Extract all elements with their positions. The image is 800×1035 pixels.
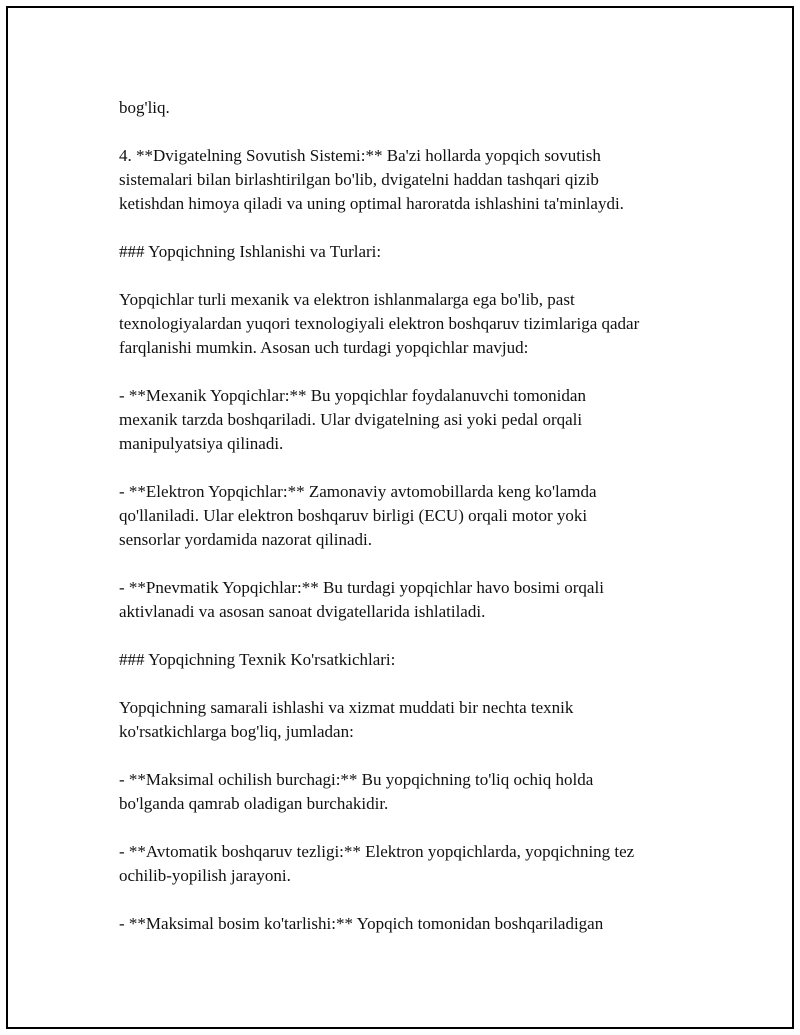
text-line: ### Yopqichning Ishlanishi va Turlari: — [119, 242, 382, 261]
paragraph-gap — [119, 816, 699, 840]
text-line: texnologiyalardan yuqori texnologiyali elektron boshqaruv tizimlariga qadar — [119, 314, 640, 333]
list-item — [119, 576, 699, 624]
text-line: - **Avtomatik boshqaruv tezligi:** Elektron yopqichlarda, yopqichning tez — [119, 842, 635, 861]
paragraph-gap — [119, 552, 699, 576]
document-body — [119, 96, 699, 936]
paragraph — [119, 288, 699, 360]
paragraph — [119, 696, 699, 744]
list-item — [119, 480, 699, 552]
paragraph-gap — [119, 264, 699, 288]
text-line: aktivlanadi va asosan sanoat dvigatellarida ishlatiladi. — [119, 602, 486, 621]
text-line: ### Yopqichning Texnik Ko'rsatkichlari: — [119, 650, 396, 669]
paragraph-gap — [119, 888, 699, 912]
section-heading — [119, 648, 699, 672]
paragraph-gap — [119, 120, 699, 144]
list-item — [119, 384, 699, 456]
text-line: qo'llaniladi. Ular elektron boshqaruv birligi (ECU) orqali motor yoki — [119, 506, 588, 525]
paragraph — [119, 144, 699, 216]
text-line: - **Maksimal bosim ko'tarlishi:** Yopqich tomonidan boshqariladigan — [119, 914, 604, 933]
text-line: - **Mexanik Yopqichlar:** Bu yopqichlar foydalanuvchi tomonidan — [119, 386, 586, 405]
text-line: sistemalari bilan birlashtirilgan bo'lib, dvigatelni haddan tashqari qizib — [119, 170, 599, 189]
text-line: ko'rsatkichlarga bog'liq, jumladan: — [119, 722, 354, 741]
document-page — [6, 6, 794, 1029]
paragraph — [119, 96, 699, 120]
text-line: bog'liq. — [119, 98, 170, 117]
text-line: 4. **Dvigatelning Sovutish Sistemi:** Ba'zi hollarda yopqich sovutish — [119, 146, 601, 165]
text-line: farqlanishi mumkin. Asosan uch turdagi yopqichlar mavjud: — [119, 338, 529, 357]
text-line: sensorlar yordamida nazorat qilinadi. — [119, 530, 373, 549]
text-line: Yopqichning samarali ishlashi va xizmat muddati bir nechta texnik — [119, 698, 574, 717]
paragraph-gap — [119, 744, 699, 768]
text-line: manipulyatsiya qilinadi. — [119, 434, 284, 453]
paragraph-gap — [119, 624, 699, 648]
list-item — [119, 768, 699, 816]
list-item — [119, 840, 699, 888]
paragraph-gap — [119, 360, 699, 384]
paragraph-gap — [119, 456, 699, 480]
text-line: - **Elektron Yopqichlar:** Zamonaviy avtomobillarda keng ko'lamda — [119, 482, 597, 501]
text-line: ochilib-yopilish jarayoni. — [119, 866, 291, 885]
text-line: ketishdan himoya qiladi va uning optimal haroratda ishlashini ta'minlaydi. — [119, 194, 624, 213]
text-line: - **Pnevmatik Yopqichlar:** Bu turdagi yopqichlar havo bosimi orqali — [119, 578, 604, 597]
list-item — [119, 912, 699, 936]
paragraph-gap — [119, 672, 699, 696]
text-line: Yopqichlar turli mexanik va elektron ishlanmalarga ega bo'lib, past — [119, 290, 575, 309]
section-heading — [119, 240, 699, 264]
text-line: - **Maksimal ochilish burchagi:** Bu yopqichning to'liq ochiq holda — [119, 770, 594, 789]
text-line: mexanik tarzda boshqariladi. Ular dvigatelning asi yoki pedal orqali — [119, 410, 583, 429]
text-line: bo'lganda qamrab oladigan burchakidir. — [119, 794, 389, 813]
paragraph-gap — [119, 216, 699, 240]
